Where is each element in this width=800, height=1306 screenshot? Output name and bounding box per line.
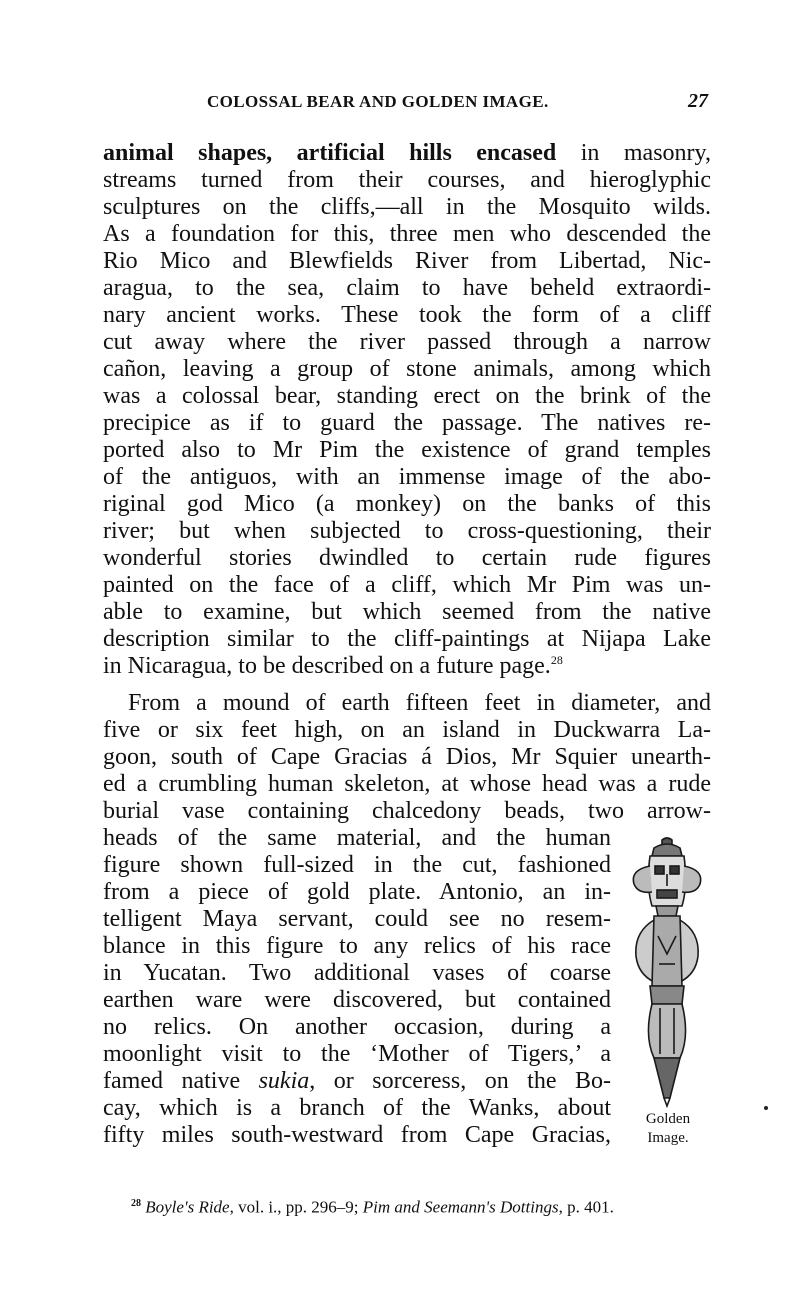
footnote-text: , vol. i., pp. 296–9; <box>229 1197 363 1217</box>
text-line: no relics. On another occasion, during a <box>103 1014 611 1040</box>
text-line: figure shown full-sized in the cut, fashioned <box>103 852 611 878</box>
footnote-reference: 28 <box>550 653 563 667</box>
text-line: earthen ware were discovered, but contained <box>103 987 611 1013</box>
footnote-mark: 28 <box>131 1198 141 1209</box>
text-line: in Yucatan. Two additional vases of coarse <box>103 960 611 986</box>
page-number: 27 <box>688 90 708 112</box>
text-line: blance in this figure to any relics of his race <box>103 933 611 959</box>
text-line: cay, which is a branch of the Wanks, about <box>103 1095 611 1121</box>
print-speck <box>764 1106 768 1110</box>
footnote-text: , p. 401. <box>558 1197 614 1217</box>
text-line: streams turned from their courses, and hieroglyphic <box>103 167 711 193</box>
text-line: burial vase containing chalcedony beads, two arrow- <box>103 798 711 824</box>
text-line: aragua, to the sea, claim to have beheld extraordi- <box>103 275 711 301</box>
text-line: ed a crumbling human skeleton, at whose head was a rude <box>103 771 711 797</box>
text-line: cut away where the river passed through a narrow <box>103 329 711 355</box>
caption-line: Image. <box>647 1130 689 1146</box>
text-line: moonlight visit to the ‘Mother of Tigers,’ a <box>103 1041 611 1067</box>
figure-caption <box>628 1110 708 1148</box>
text-line <box>103 1067 611 1095</box>
text-line <box>103 139 711 167</box>
text-line: As a foundation for this, three men who descended the <box>103 221 711 247</box>
caption-line: Golden <box>645 1111 691 1127</box>
text-line: of the antiguos, with an immense image of the abo- <box>103 464 711 490</box>
text-line: sculptures on the cliffs,—all in the Mosquito wilds. <box>103 194 711 220</box>
text-line: From a mound of earth fifteen feet in diameter, and <box>128 690 711 716</box>
text-line: was a colossal bear, standing erect on the brink of the <box>103 383 711 409</box>
italic-word: sukia <box>258 1068 310 1094</box>
text-line: cañon, leaving a group of stone animals, among which <box>103 356 711 382</box>
bold-phrase: animal shapes, artificial hills encased <box>103 140 557 166</box>
text-line: wonderful stories dwindled to certain rude figures <box>103 545 711 571</box>
text-line: painted on the face of a cliff, which Mr Pim was un- <box>103 572 711 598</box>
text-line <box>103 652 711 680</box>
text-line: Rio Mico and Blewfields River from Libertad, Nic- <box>103 248 711 274</box>
text-line: goon, south of Cape Gracias á Dios, Mr Squier unearth- <box>103 744 711 770</box>
text-fragment: , or sorceress, on the Bo- <box>309 1068 611 1094</box>
footnote-source: Pim and Seemann's Dottings <box>362 1197 559 1217</box>
running-title: COLOSSAL BEAR AND GOLDEN IMAGE. <box>207 92 549 111</box>
text-line: fifty miles south-westward from Cape Gracias, <box>103 1122 611 1148</box>
golden-image-illustration <box>624 836 710 1108</box>
text-line: river; but when subjected to cross-questioning, their <box>103 518 711 544</box>
golden-figure-icon <box>624 836 710 1108</box>
text-line: five or six feet high, on an island in Duckwarra La- <box>103 717 711 743</box>
text-fragment: in Nicaragua, to be described on a future page. <box>103 653 551 679</box>
text-line: heads of the same material, and the human <box>103 825 611 851</box>
text-line: nary ancient works. These took the form of a cliff <box>103 302 711 328</box>
footnote <box>131 1193 614 1219</box>
text-line: description similar to the cliff-paintings at Nijapa Lake <box>103 626 711 652</box>
text-line: from a piece of gold plate. Antonio, an in- <box>103 879 611 905</box>
text-line: riginal god Mico (a monkey) on the banks of this <box>103 491 711 517</box>
text-line: telligent Maya servant, could see no resem- <box>103 906 611 932</box>
text-fragment: in masonry, <box>556 140 711 166</box>
text-line: able to examine, but which seemed from the native <box>103 599 711 625</box>
text-fragment: famed native <box>103 1068 259 1094</box>
running-head <box>0 92 800 116</box>
text-line: ported also to Mr Pim the existence of grand temples <box>103 437 711 463</box>
text-line: precipice as if to guard the passage. The natives re- <box>103 410 711 436</box>
footnote-source: Boyle's Ride <box>145 1197 230 1217</box>
